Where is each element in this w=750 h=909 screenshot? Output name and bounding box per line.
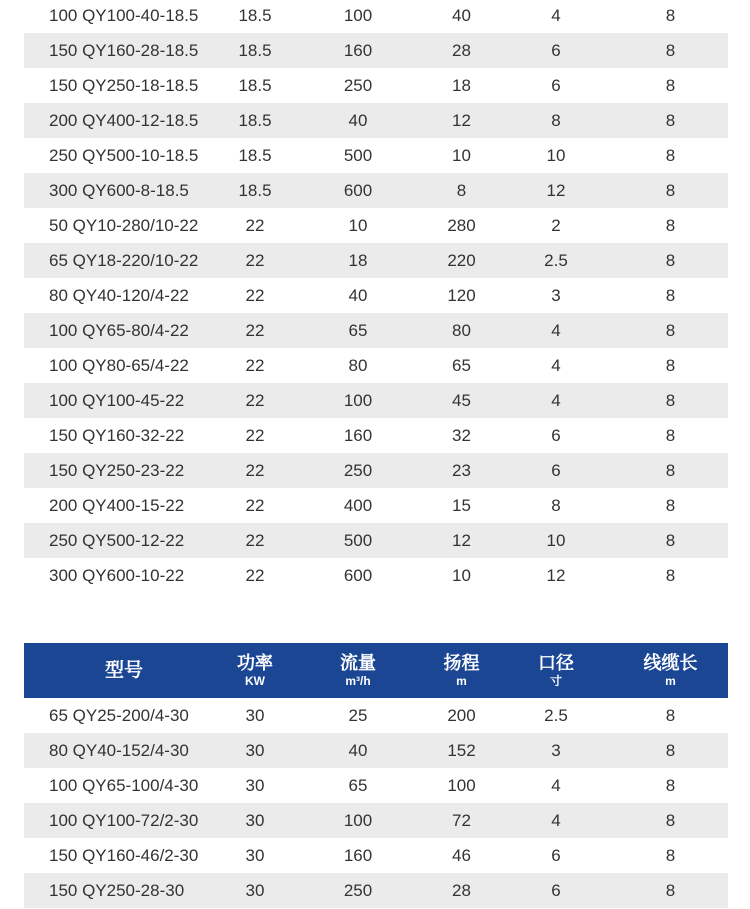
cell-cable-length: 8 — [665, 495, 676, 515]
table-row — [24, 698, 728, 733]
cell-cable-length: 8 — [665, 110, 676, 130]
cell-flow: 100 — [343, 5, 373, 25]
cell-power: 22 — [245, 425, 265, 445]
header-model: 型号 — [104, 660, 143, 681]
cell-head: 46 — [452, 845, 471, 865]
table-row — [24, 173, 728, 208]
cell-diameter: 2.5 — [544, 250, 568, 270]
cell-model: 65 QY18-220/10-22 — [49, 250, 199, 270]
table-row — [24, 558, 728, 593]
table-row — [24, 523, 728, 558]
cell-flow: 18 — [348, 250, 368, 270]
cell-cable-length: 8 — [665, 215, 676, 235]
cell-model: 200 QY400-15-22 — [49, 495, 185, 515]
cell-power: 18.5 — [238, 40, 272, 60]
cell-flow: 10 — [348, 215, 368, 235]
cell-model: 250 QY500-12-22 — [49, 530, 185, 550]
cell-power: 22 — [245, 250, 265, 270]
cell-power: 22 — [245, 565, 265, 585]
cell-flow: 160 — [343, 40, 373, 60]
cell-flow: 400 — [343, 495, 373, 515]
cell-cable-length: 8 — [665, 355, 676, 375]
table-row — [24, 838, 728, 873]
cell-diameter: 12 — [546, 565, 566, 585]
table-row — [24, 453, 728, 488]
cell-power: 18.5 — [238, 75, 272, 95]
cell-diameter: 4 — [551, 810, 561, 830]
cell-flow: 40 — [348, 740, 368, 760]
table-row — [24, 768, 728, 803]
cell-diameter: 4 — [551, 775, 561, 795]
cell-diameter: 2.5 — [544, 705, 568, 725]
cell-power: 30 — [245, 705, 265, 725]
cell-model: 150 QY250-28-30 — [49, 880, 185, 900]
cell-diameter: 6 — [551, 75, 561, 95]
cell-head: 120 — [447, 285, 476, 305]
table-row — [24, 243, 728, 278]
cell-power: 22 — [245, 285, 265, 305]
cell-cable-length: 8 — [665, 390, 676, 410]
table-row — [24, 383, 728, 418]
cell-head: 10 — [452, 145, 471, 165]
cell-head: 8 — [456, 180, 467, 200]
cell-flow: 25 — [348, 705, 368, 725]
cell-head: 28 — [452, 880, 471, 900]
cell-model: 300 QY600-8-18.5 — [49, 180, 189, 200]
cell-cable-length: 8 — [665, 40, 676, 60]
cell-head: 72 — [452, 810, 471, 830]
cell-cable-length: 8 — [665, 145, 676, 165]
cell-model: 100 QY100-72/2-30 — [49, 810, 199, 830]
cell-cable-length: 8 — [665, 5, 676, 25]
table-row — [24, 103, 728, 138]
cell-cable-length: 8 — [665, 320, 676, 340]
header-head: 扬程 m — [443, 653, 480, 688]
cell-cable-length: 8 — [665, 845, 676, 865]
header-diameter: 口径 寸 — [538, 653, 574, 688]
cell-diameter: 3 — [551, 285, 561, 305]
cell-model: 80 QY40-120/4-22 — [49, 285, 189, 305]
cell-head: 32 — [452, 425, 471, 445]
cell-flow: 65 — [348, 775, 368, 795]
cell-flow: 500 — [343, 530, 373, 550]
cell-power: 22 — [245, 530, 265, 550]
cell-head: 18 — [452, 75, 471, 95]
table-row — [24, 68, 728, 103]
cell-diameter: 4 — [551, 355, 561, 375]
cell-power: 18.5 — [238, 180, 272, 200]
cell-cable-length: 8 — [665, 775, 676, 795]
cell-model: 150 QY250-18-18.5 — [49, 75, 199, 95]
spec-table-bottom — [24, 643, 728, 908]
cell-model: 100 QY100-45-22 — [49, 390, 185, 410]
cell-model: 100 QY65-100/4-30 — [49, 775, 199, 795]
cell-diameter: 6 — [551, 460, 561, 480]
cell-head: 12 — [452, 530, 471, 550]
cell-model: 250 QY500-10-18.5 — [49, 145, 199, 165]
header-flow: 流量 m³/h — [340, 653, 376, 688]
cell-cable-length: 8 — [665, 880, 676, 900]
cell-power: 22 — [245, 390, 265, 410]
cell-diameter: 2 — [551, 215, 561, 235]
cell-cable-length: 8 — [665, 810, 676, 830]
table-row — [24, 348, 728, 383]
cell-cable-length: 8 — [665, 740, 676, 760]
cell-head: 152 — [447, 740, 476, 760]
cell-diameter: 10 — [546, 145, 566, 165]
cell-flow: 100 — [343, 390, 373, 410]
cell-power: 30 — [245, 775, 265, 795]
table-row — [24, 733, 728, 768]
cell-head: 12 — [452, 110, 471, 130]
cell-head: 45 — [452, 390, 471, 410]
cell-model: 65 QY25-200/4-30 — [49, 705, 189, 725]
cell-flow: 100 — [343, 810, 373, 830]
header-power: 功率 KW — [237, 653, 273, 688]
cell-flow: 600 — [343, 180, 373, 200]
cell-cable-length: 8 — [665, 530, 676, 550]
table-row — [24, 313, 728, 348]
cell-power: 30 — [245, 880, 265, 900]
cell-head: 65 — [452, 355, 471, 375]
spec-table-top — [24, 0, 728, 593]
table-body — [24, 698, 728, 908]
cell-cable-length: 8 — [665, 705, 676, 725]
cell-flow: 40 — [348, 110, 368, 130]
cell-model: 80 QY40-152/4-30 — [49, 740, 189, 760]
cell-head: 15 — [452, 495, 471, 515]
table-row — [24, 33, 728, 68]
cell-model: 100 QY80-65/4-22 — [49, 355, 189, 375]
cell-power: 18.5 — [238, 5, 272, 25]
table-row — [24, 418, 728, 453]
cell-cable-length: 8 — [665, 565, 676, 585]
cell-model: 150 QY160-32-22 — [49, 425, 185, 445]
cell-power: 22 — [245, 355, 265, 375]
cell-diameter: 6 — [551, 425, 561, 445]
cell-power: 30 — [245, 810, 265, 830]
cell-head: 23 — [452, 460, 471, 480]
cell-power: 22 — [245, 495, 265, 515]
cell-head: 100 — [447, 775, 476, 795]
cell-diameter: 4 — [551, 320, 561, 340]
table-row — [24, 138, 728, 173]
cell-cable-length: 8 — [665, 460, 676, 480]
cell-diameter: 3 — [551, 740, 561, 760]
cell-flow: 500 — [343, 145, 373, 165]
cell-model: 200 QY400-12-18.5 — [49, 110, 199, 130]
cell-head: 40 — [452, 5, 471, 25]
cell-diameter: 12 — [546, 180, 566, 200]
cell-diameter: 4 — [551, 5, 561, 25]
cell-diameter: 10 — [546, 530, 566, 550]
cell-power: 18.5 — [238, 110, 272, 130]
cell-model: 150 QY250-23-22 — [49, 460, 185, 480]
cell-flow: 40 — [348, 285, 368, 305]
cell-cable-length: 8 — [665, 75, 676, 95]
cell-cable-length: 8 — [665, 425, 676, 445]
table-row — [24, 803, 728, 838]
cell-flow: 80 — [348, 355, 368, 375]
cell-diameter: 8 — [551, 110, 561, 130]
cell-flow: 160 — [343, 425, 373, 445]
cell-cable-length: 8 — [665, 250, 676, 270]
cell-cable-length: 8 — [665, 180, 676, 200]
table-header — [24, 643, 728, 698]
cell-head: 28 — [452, 40, 471, 60]
table-row — [24, 0, 728, 33]
cell-diameter: 8 — [551, 495, 561, 515]
cell-power: 22 — [245, 215, 265, 235]
table-row — [24, 873, 728, 908]
cell-diameter: 4 — [551, 390, 561, 410]
cell-model: 100 QY100-40-18.5 — [49, 5, 199, 25]
cell-head: 220 — [447, 250, 476, 270]
table-row — [24, 208, 728, 243]
cell-flow: 600 — [343, 565, 373, 585]
cell-model: 150 QY160-46/2-30 — [49, 845, 199, 865]
cell-power: 22 — [245, 460, 265, 480]
cell-head: 280 — [447, 215, 476, 235]
cell-flow: 250 — [343, 460, 373, 480]
cell-flow: 250 — [343, 880, 373, 900]
cell-power: 30 — [245, 740, 265, 760]
cell-flow: 250 — [343, 75, 373, 95]
cell-model: 300 QY600-10-22 — [49, 565, 185, 585]
cell-diameter: 6 — [551, 845, 561, 865]
cell-cable-length: 8 — [665, 285, 676, 305]
cell-power: 30 — [245, 845, 265, 865]
cell-diameter: 6 — [551, 880, 561, 900]
cell-head: 200 — [447, 705, 476, 725]
cell-head: 10 — [452, 565, 471, 585]
cell-head: 80 — [452, 320, 471, 340]
table-row — [24, 488, 728, 523]
cell-power: 22 — [245, 320, 265, 340]
cell-flow: 65 — [348, 320, 368, 340]
cell-flow: 160 — [343, 845, 373, 865]
cell-power: 18.5 — [238, 145, 272, 165]
table-row — [24, 278, 728, 313]
header-cable-length: 线缆长 m — [643, 653, 698, 688]
cell-diameter: 6 — [551, 40, 561, 60]
cell-model: 50 QY10-280/10-22 — [49, 215, 199, 235]
cell-model: 150 QY160-28-18.5 — [49, 40, 199, 60]
cell-model: 100 QY65-80/4-22 — [49, 320, 189, 340]
